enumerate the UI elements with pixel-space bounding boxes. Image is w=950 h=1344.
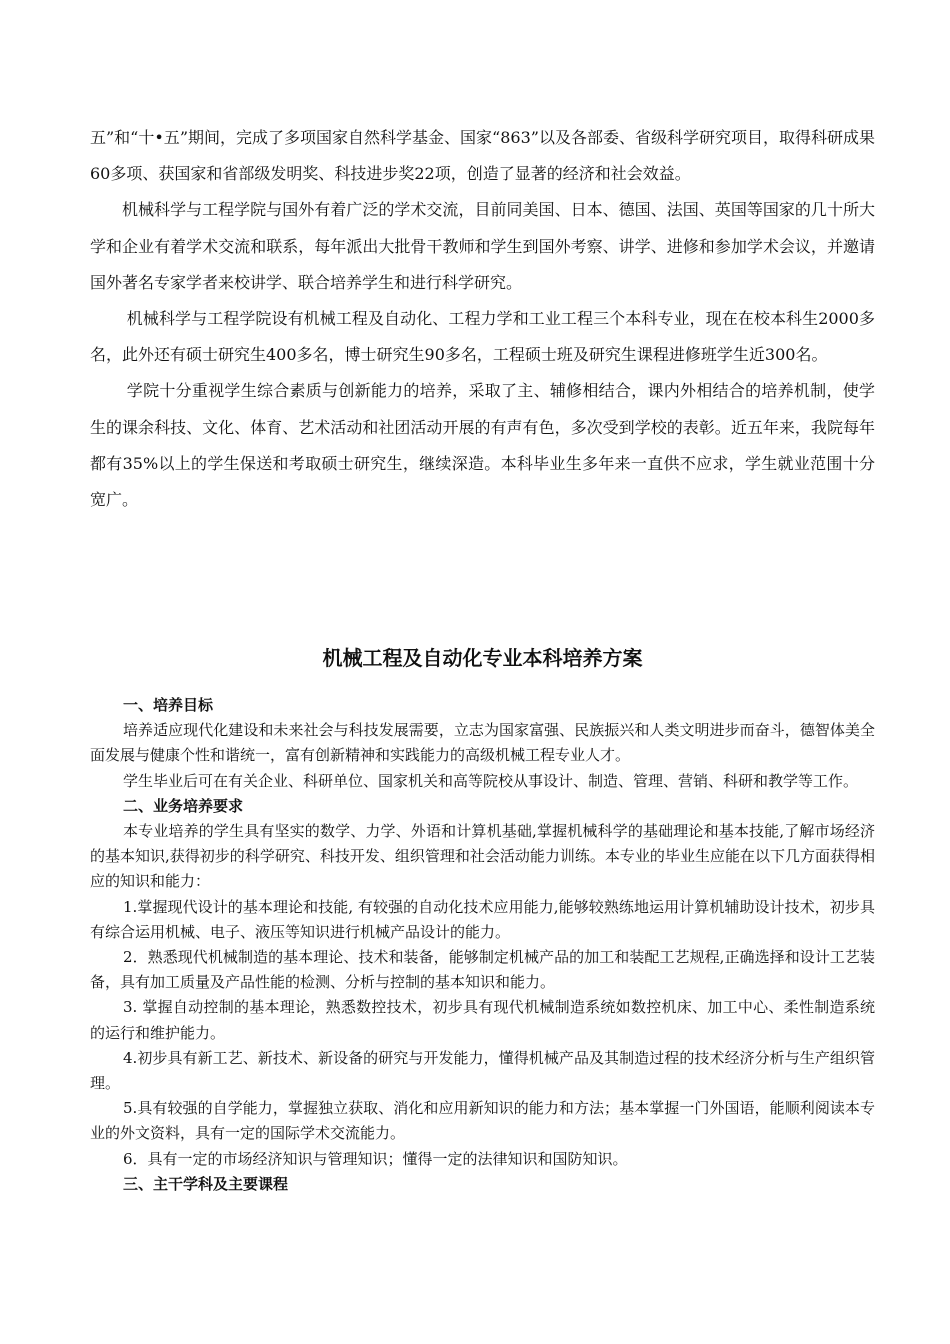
requirement-item: 5.具有较强的自学能力，掌握独立获取、消化和应用新知识的能力和方法；基本掌握一门外国语，能顺利阅读本专业的外文资料，具有一定的国际学术交流能力。 <box>90 1099 875 1143</box>
intro-paragraph-research: 五”和“十•五”期间，完成了多项国家自然科学基金、国家“863”以及各部委、省级科学研究项目，取得科研成果60多项、获国家和省部级发明奖、科技进步奖22项，创造了显著的经济和社会效益。 <box>90 128 875 184</box>
college-introduction <box>90 120 875 518</box>
requirement-item: 4.初步具有新工艺、新技术、新设备的研究与开发能力，懂得机械产品及其制造过程的技术经济分析与生产组织管理。 <box>90 1048 875 1093</box>
objectives-paragraph: 培养适应现代化建设和未来社会与科技发展需要，立志为国家富强、民族振兴和人类文明进步而奋斗，德智体美全面发展与健康个性和谐统一，富有创新精神和实践能力的高级机械工程专业人才。 <box>90 721 875 765</box>
intro-paragraph-majors: 机械科学与工程学院设有机械工程及自动化、工程力学和工业工程三个本科专业，现在在校本科生2000多名，此外还有硕士研究生400多名，博士研究生90多名，工程硕士班及研究生课程进修班学生近300名。 <box>90 309 875 365</box>
section-heading-courses: 三、主干学科及主要课程 <box>123 1174 289 1193</box>
section-heading-requirements: 二、业务培养要求 <box>123 796 244 815</box>
requirement-item: 6．具有一定的市场经济知识与管理知识；懂得一定的法律知识和国防知识。 <box>123 1149 628 1168</box>
intro-paragraph-exchange: 机械科学与工程学院与国外有着广泛的学术交流，目前同美国、日本、德国、法国、英国等国家的几十所大学和企业有着学术交流和联系，每年派出大批骨干教师和学生到国外考察、讲学、进修和参加学术会议，并邀请国外著名专家学者来校讲学、联合培养学生和进行科学研究。 <box>90 200 875 292</box>
career-paragraph: 学生毕业后可在有关企业、科研单位、国家机关和高等院校从事设计、制造、管理、营销、科研和教学等工作。 <box>123 771 859 790</box>
requirement-item: 3. 掌握自动控制的基本理论，熟悉数控技术，初步具有现代机械制造系统如数控机床、加工中心、柔性制造系统的运行和维护能力。 <box>90 998 875 1042</box>
requirement-item: 1.掌握现代设计的基本理论和技能, 有较强的自动化技术应用能力,能够较熟练地运用计算机辅助设计技术，初步具有综合运用机械、电子、液压等知识进行机械产品设计的能力。 <box>90 897 875 941</box>
training-plan <box>90 693 875 1197</box>
requirement-item: 2．熟悉现代机械制造的基本理论、技术和装备，能够制定机械产品的加工和装配工艺规程,正确选择和设计工艺装备，具有加工质量及产品性能的检测、分析与控制的基本知识和能力。 <box>90 948 875 992</box>
intro-paragraph-training: 学院十分重视学生综合素质与创新能力的培养，采取了主、辅修相结合，课内外相结合的培养机制，使学生的课余科技、文化、体育、艺术活动和社团活动开展的有声有色，多次受到学校的表彰。近五年来，我院每年都有35%以上的学生保送和考取硕士研究生，继续深造。本科毕业生多年来一直供不应求，学生就业范围十分宽广。 <box>90 381 875 510</box>
requirements-intro: 本专业培养的学生具有坚实的数学、力学、外语和计算机基础,掌握机械科学的基础理论和基本技能,了解市场经济的基本知识,获得初步的科学研究、科技开发、组织管理和社会活动能力训练。本专业的毕业生应能在以下几方面获得相应的知识和能力： <box>90 822 875 891</box>
section-heading-objectives: 一、培养目标 <box>123 696 214 714</box>
document-title: 机械工程及自动化专业本科培养方案 <box>322 646 643 670</box>
